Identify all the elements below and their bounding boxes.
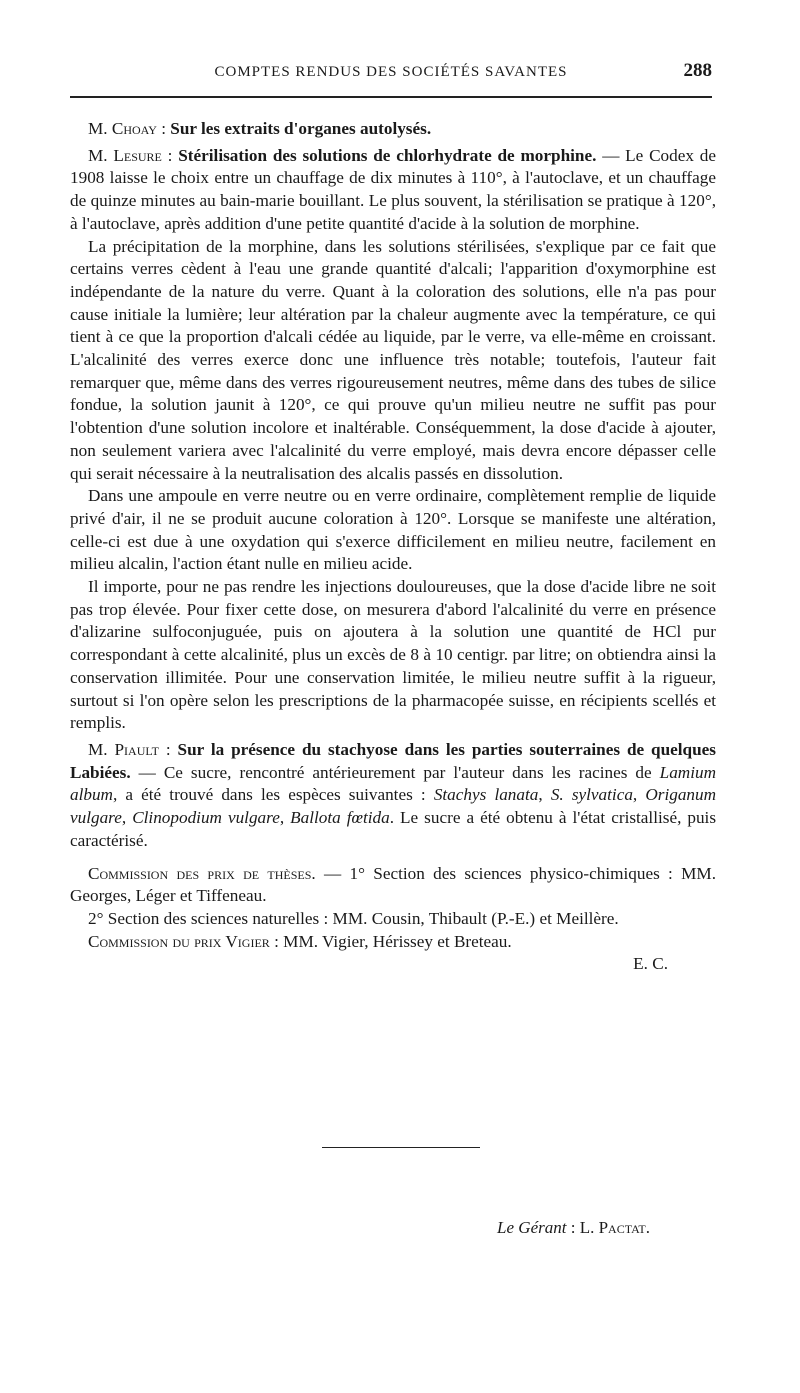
commission-theses	[70, 863, 716, 908]
entry-piault: M. Piault : Sur la présence du stachyose dans les parties souterraines de quelques Labiées. — Ce sucre, rencontré antérieurement par l'auteur dans les racines de Lamium album, a été trouvé dans les espèces suivantes : Stachys lanata, S. sylvatica, Origanum vulgare, Clinopodium vulgare, Ballota fœtida. Le sucre a été obtenu à l'état cristallisé, puis caractérisé.	[70, 739, 717, 850]
commission-vigier	[70, 931, 716, 954]
title-lesure: Stérilisation des solutions de chlorhydrate de morphine.	[178, 145, 597, 165]
piault-text-b: , a été trouvé dans les espèces suivantes :	[112, 785, 426, 805]
piault-text-a: — Ce sucre, rencontré antérieurement par l'auteur dans les racines de	[138, 762, 652, 782]
page-number: 288	[683, 60, 712, 81]
lesure-paragraph-4: Il importe, pour ne pas rendre les injections douloureuses, que la dose d'acide libre ne soit pas trop élevée. Pour fixer cette dose, on mesurera d'abord l'alcalinité du verre en présence d'alizarine sulfoconjuguée, puis on ajoutera à la solution une quantité de HCl pur correspondant à cette alcalinité, plus un excès de 8 à 10 centigr. par litre; on obtiendra ainsi la conservation illimitée. Pour une conservation limitée, le milieu neutre suffit à la rigueur, surtout si l'on opère selon les prescriptions de la pharmacopée suisse, en récipients scellés et remplis.	[70, 577, 716, 733]
entry-lesure-p1: M. Lesure : Stérilisation des solutions de chlorhydrate de morphine. — Le Codex de 1908 laisse le choix entre un chauffage de dix minutes à 110°, à l'autoclave, et un chauffage de quinze minutes au bain-marie bouillant. Le plus souvent, la stérilisation se pratique à 120°, à l'autoclave, après addition d'une petite quantité d'acide à la solution de morphine.	[70, 145, 716, 233]
section-rule	[322, 1147, 480, 1148]
lesure-paragraph-1: — Le Codex de 1908 laisse le choix entre un chauffage de dix minutes à 110°, à l'autoclave, et un chauffage de quinze minutes au bain-marie bouillant. Le plus souvent, la stérilisation se pratique à 120°, à l'autoclave, après addition d'une petite quantité d'acide à la solution de morphine.	[70, 145, 716, 233]
article-body	[70, 118, 716, 976]
author-lesure: M. Lesure	[88, 145, 162, 165]
species-2: S. sylvatica	[550, 785, 633, 805]
lesure-paragraph-2: La précipitation de la morphine, dans les solutions stérilisées, s'explique par ce fait que certains verres cèdent à l'eau une grande quantité d'alcali; l'apparition d'oxymorphine est indépendante de la nature du verre. Quant à la coloration des solutions, elle n'a pas pour cause initiale la lumière; leur altération par la chaleur augmente avec la température, ce qui tient à ce que la proportion d'alcali cédée au liquide, par le verre, va elle-même en croissant. L'alcalinité des verres exerce donc une influence très notable; toutefois, l'auteur fait remarquer que, même dans des verres rigoureusement neutres, même dans des tubes de silice fondue, la solution jaunit à 120°, ce qui prouve qu'un milieu neutre ne suffit pas pour l'obtention d'une solution incolore et inaltérable. Conséquemment, la dose d'acide à ajouter, non seulement variera avec l'alcalinité du verre employé, mais devra encore dépasser celle qui serait nécessaire à la neutralisation des alcalis passés en dissolution.	[70, 236, 716, 483]
commission-theses-2: 2° Section des sciences naturelles : MM. Cousin, Thibault (P.-E.) et Meillère.	[88, 908, 619, 928]
author-piault: M. Piault	[88, 739, 159, 759]
running-title: COMPTES RENDUS DES SOCIÉTÉS SAVANTES	[214, 64, 568, 80]
species-lamium: Lamium album	[70, 762, 717, 805]
species-5: Ballota fœtida	[290, 808, 390, 828]
gerant-name: Pactat.	[598, 1218, 650, 1237]
commission-vigier-label: Commission du prix Vigier	[88, 931, 270, 951]
commission-theses-label: Commission des prix de thèses.	[88, 863, 316, 883]
species-4: Clinopodium vulgare	[132, 808, 280, 828]
running-header	[70, 62, 712, 92]
commission-vigier-text: : MM. Vigier, Hérissey et Breteau.	[274, 931, 512, 951]
gerant-line	[497, 1218, 650, 1238]
gerant-sep: : L.	[566, 1218, 599, 1237]
title-piault: Sur la présence du stachyose dans les parties souterraines de quelques Labiées.	[70, 739, 716, 782]
species-3: Origanum vulgare	[70, 785, 717, 828]
signature: E. C.	[633, 954, 668, 974]
species-1: Stachys lanata	[433, 785, 539, 805]
entry-choay: M. Choay : Sur les extraits d'organes autolysés.	[88, 119, 432, 138]
lesure-paragraph-3: Dans une ampoule en verre neutre ou en verre ordinaire, complètement remplie de liquide privé d'air, il ne se produit aucune coloration à 120°. Lorsque se manifeste une altération, celle-ci est due à une oxydation qui s'exerce difficilement en milieu neutre, facilement en milieu alcalin, l'action étant nulle en milieu acide.	[70, 486, 716, 574]
author-choay: M. Choay	[88, 119, 157, 138]
gerant-label: Le Gérant	[497, 1218, 567, 1237]
title-choay: Sur les extraits d'organes autolysés.	[170, 119, 432, 138]
commission-theses-text: — 1° Section des sciences physico-chimiques : MM. Georges, Léger et Tiffeneau.	[70, 863, 717, 906]
header-rule	[70, 96, 712, 98]
piault-text-c: Le sucre a été obtenu à l'état cristallisé, puis caractérisé.	[70, 808, 717, 850]
